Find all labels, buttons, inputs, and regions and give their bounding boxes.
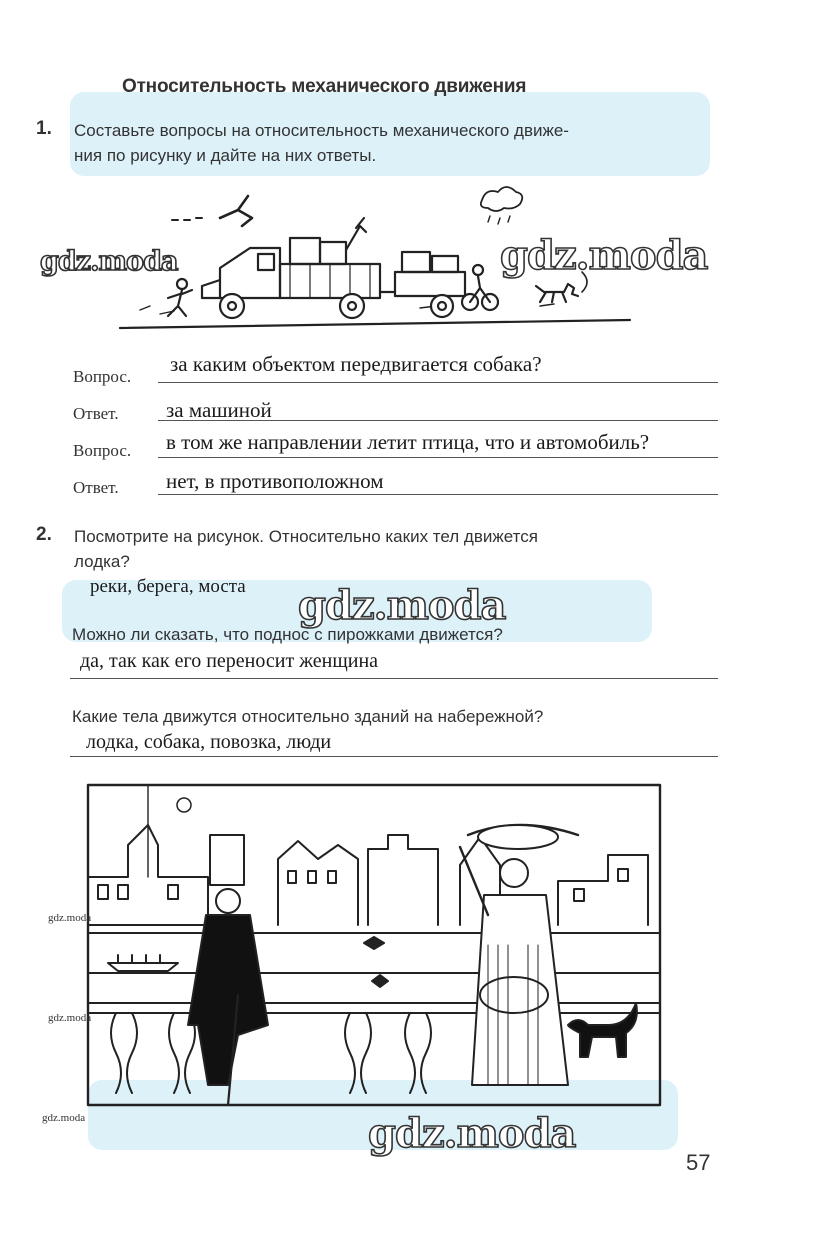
task1-text-line1: Составьте вопросы на относительность механического движе- [74, 121, 569, 140]
watermark-text: gdz.moda [298, 582, 506, 629]
answer-line [158, 494, 718, 495]
task2-question2: Можно ли сказать, что поднос с пирожками движется? [72, 625, 503, 644]
task2-answer3: лодка, собака, повозка, люди [86, 731, 332, 753]
task2-text-line2: лодка? [74, 552, 130, 571]
watermark-small: gdz.moda [42, 1112, 86, 1124]
task2-answer2: да, так как его переносит женщина [80, 650, 379, 672]
answer-line [158, 457, 718, 458]
embankment-illustration [88, 785, 663, 1115]
page-title: Относительность механического движения [122, 76, 527, 97]
task2-question3: Какие тела движутся относительно зданий на набережной? [72, 707, 544, 726]
answer-text: за машиной [166, 398, 272, 422]
question-label: Вопрос. [73, 367, 132, 386]
page-number: 57 [686, 1150, 711, 1175]
watermark-small: gdz.moda [48, 912, 92, 924]
answer-line [70, 678, 718, 679]
task2-text-line1: Посмотрите на рисунок. Относительно каких тел движется [74, 527, 538, 546]
answer-label: Ответ. [73, 404, 119, 423]
task1-text [74, 118, 754, 168]
task1-number: 1. [36, 118, 52, 139]
answer-line [70, 756, 718, 757]
watermark-text: gdz.moda [368, 1110, 576, 1157]
question-label: Вопрос. [73, 441, 132, 460]
watermark-text: gdz.moda [40, 246, 178, 277]
answer-line [158, 382, 718, 383]
question-answer: за каким объектом передвигается собака? [170, 352, 542, 376]
answer-label: Ответ. [73, 478, 119, 497]
question-answer: в том же направлении летит птица, что и автомобиль? [166, 430, 650, 454]
task2-number: 2. [36, 524, 52, 545]
task1-text-line2: ния по рисунку и дайте на них ответы. [74, 146, 377, 165]
answer-line [158, 420, 718, 421]
task2-text [74, 524, 734, 574]
task2-answer1: реки, берега, моста [90, 576, 246, 597]
watermark-text: gdz.moda [500, 232, 708, 279]
answer-text: нет, в противоположном [166, 469, 384, 493]
watermark-small: gdz.moda [48, 1012, 92, 1024]
